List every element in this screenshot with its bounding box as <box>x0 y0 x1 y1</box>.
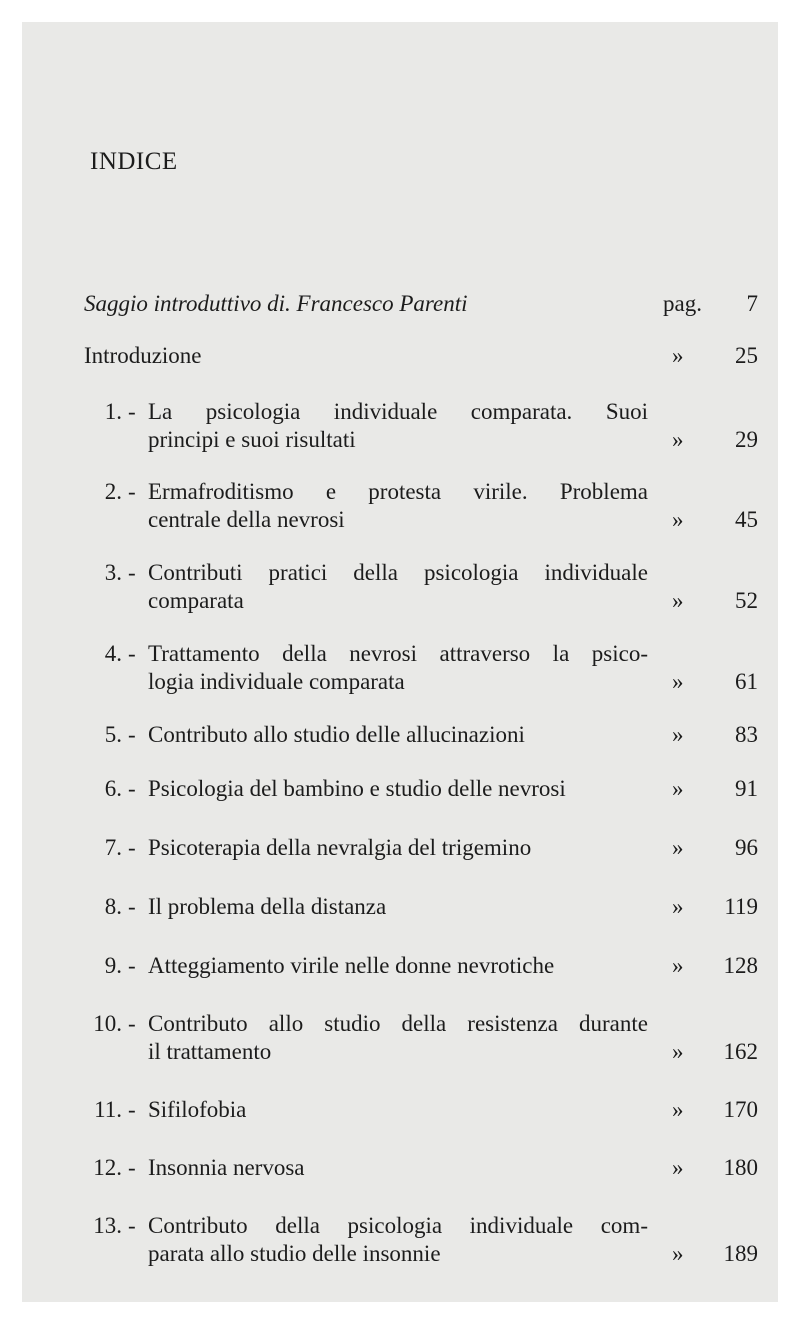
entry-title <box>148 1212 648 1268</box>
entry-title-line: Contributo allo studio delle allucinazioni <box>148 722 525 747</box>
entry-title-line: La psicologia individuale comparata. Suoi <box>148 399 648 424</box>
entry-number: 10. <box>93 1011 122 1036</box>
entry-number: 13. <box>93 1213 122 1238</box>
entry-title-line: Psicologia del bambino e studio delle nevrosi <box>148 776 566 801</box>
entry-page: 96 <box>735 835 758 860</box>
entry-separator: - <box>128 1213 136 1238</box>
entry-separator: - <box>128 479 136 504</box>
entry-mark: » <box>672 1097 684 1122</box>
entry-title-line: Contributo della psicologia individuale com- <box>148 1213 648 1238</box>
entry-title-line: Psicoterapia della nevralgia del trigemino <box>148 835 532 860</box>
entry-number: 7. <box>104 835 122 860</box>
entry-title-line: Atteggiamento virile nelle donne nevrotiche <box>148 953 555 978</box>
entry-number: 9. <box>104 953 122 978</box>
entry-mark: » <box>672 588 684 613</box>
entry-separator: - <box>128 641 136 666</box>
entry-page: 61 <box>735 669 758 694</box>
entry-page: 7 <box>746 291 758 316</box>
entry-page: 128 <box>723 953 758 978</box>
entry-number: 6. <box>104 776 122 801</box>
entry-title-line: Il problema della distanza <box>148 894 387 919</box>
entry-number: 8. <box>104 894 122 919</box>
entry-title <box>148 1154 648 1182</box>
entry-page: 52 <box>735 588 758 613</box>
entry-title <box>148 1096 648 1124</box>
entry-page: 45 <box>735 507 758 532</box>
entry-separator: - <box>128 722 136 747</box>
entry-separator: - <box>128 835 136 860</box>
entry-separator: - <box>128 776 136 801</box>
entry-separator: - <box>128 399 136 424</box>
entry-mark: » <box>672 343 684 368</box>
entry-separator: - <box>128 560 136 585</box>
entry-mark: » <box>672 1241 684 1266</box>
entry-mark: » <box>672 835 684 860</box>
entry-mark: » <box>672 507 684 532</box>
entry-mark: » <box>672 722 684 747</box>
entry-title <box>148 721 648 749</box>
entry-title-line: Ermafroditismo e protesta virile. Problema <box>148 479 648 504</box>
entry-title <box>148 640 648 696</box>
entry-page: 180 <box>723 1155 758 1180</box>
entry-number: 12. <box>93 1155 122 1180</box>
entry-number: 11. <box>94 1097 122 1122</box>
entry-page: 91 <box>735 776 758 801</box>
entry-separator: - <box>128 894 136 919</box>
entry-page: 25 <box>735 343 758 368</box>
entry-title <box>148 775 648 803</box>
entry-title-line: Sifilofobia <box>148 1097 247 1122</box>
entry-title: Saggio introduttivo di. Francesco Parenti <box>84 291 468 316</box>
entry-title <box>148 952 648 980</box>
entry-page: 119 <box>724 894 758 919</box>
entry-number: 2. <box>104 479 122 504</box>
entry-separator: - <box>128 1155 136 1180</box>
entry-title-line: Contributo allo studio della resistenza durante <box>148 1011 648 1036</box>
entry-title <box>148 559 648 615</box>
entry-mark: pag. <box>663 291 702 316</box>
entry-mark: » <box>672 427 684 452</box>
entry-title-line: centrale della nevrosi <box>148 507 345 532</box>
entry-title <box>148 893 648 921</box>
entry-number: 5. <box>104 722 122 747</box>
entry-mark: » <box>672 776 684 801</box>
entry-title <box>148 834 648 862</box>
entry-title <box>148 398 648 454</box>
entry-mark: » <box>672 894 684 919</box>
entry-separator: - <box>128 1097 136 1122</box>
entry-page: 189 <box>723 1241 758 1266</box>
entry-title <box>148 478 648 534</box>
entry-title-line: il trattamento <box>148 1039 272 1064</box>
entry-title-line: Trattamento della nevrosi attraverso la psico- <box>148 641 648 666</box>
entry-page: 170 <box>723 1097 758 1122</box>
entry-title: Introduzione <box>84 343 202 368</box>
entry-title-line: logia individuale comparata <box>148 669 405 694</box>
entry-page: 162 <box>723 1039 758 1064</box>
entry-title-line: Contributi pratici della psicologia individuale <box>148 560 648 585</box>
entry-mark: » <box>672 1039 684 1064</box>
entry-title-line: parata allo studio delle insonnie <box>148 1241 441 1266</box>
entry-title-line: principi e suoi risultati <box>148 427 356 452</box>
entry-mark: » <box>672 669 684 694</box>
entry-number: 3. <box>104 560 122 585</box>
entry-number: 4. <box>104 641 122 666</box>
entry-mark: » <box>672 953 684 978</box>
entry-page: 83 <box>735 722 758 747</box>
index-heading: INDICE <box>90 148 178 175</box>
entry-number: 1. <box>104 399 122 424</box>
entry-page: 29 <box>735 427 758 452</box>
entry-separator: - <box>128 1011 136 1036</box>
entry-mark: » <box>672 1155 684 1180</box>
entry-title-line: Insonnia nervosa <box>148 1155 305 1180</box>
entry-title-line: comparata <box>148 588 244 613</box>
entry-title <box>148 1010 648 1066</box>
entry-separator: - <box>128 953 136 978</box>
